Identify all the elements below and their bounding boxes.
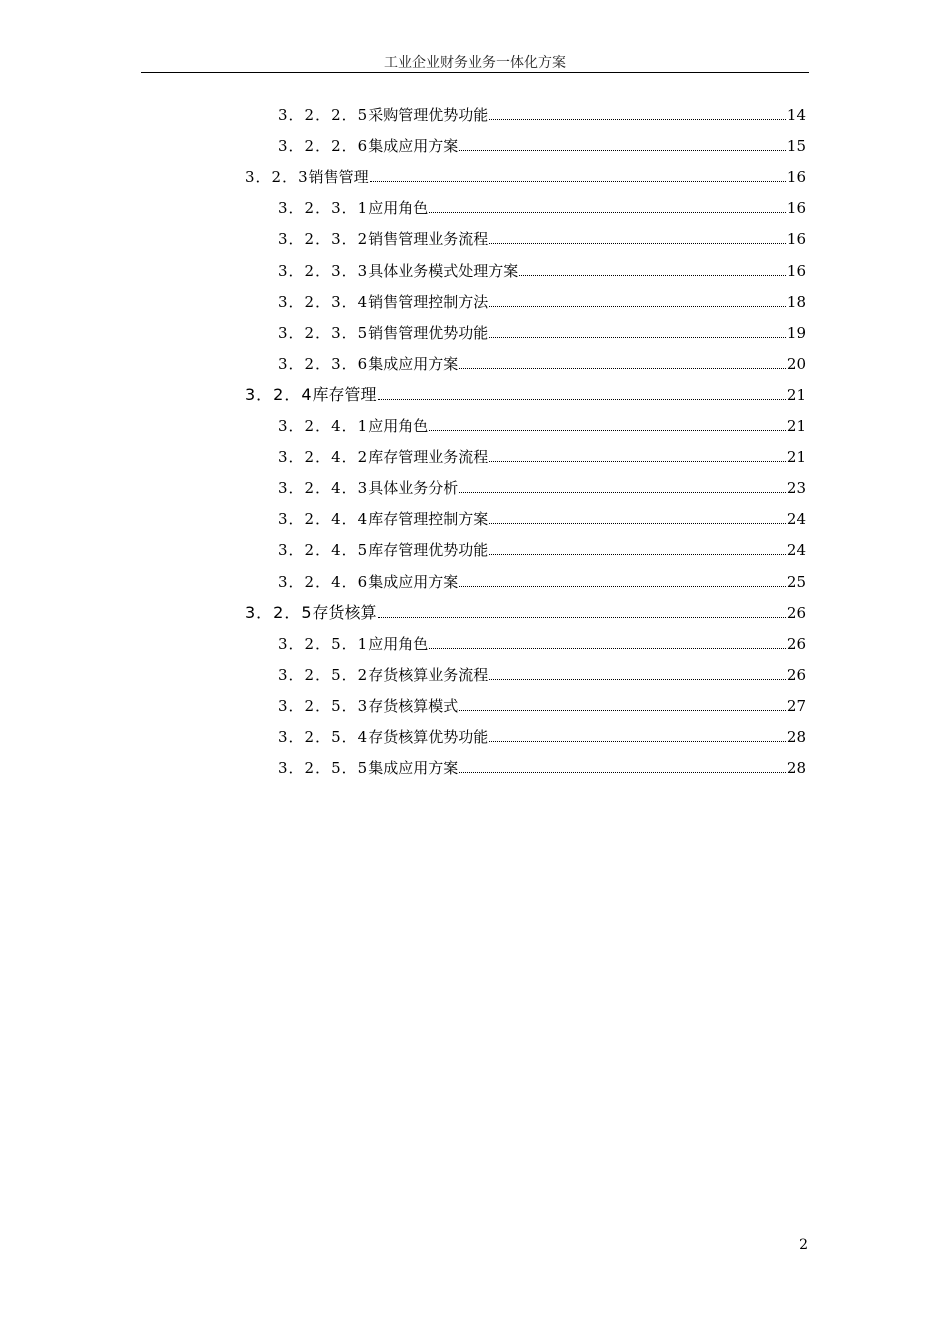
toc-entry[interactable] — [278, 412, 806, 436]
toc-entry-number: 3．2．3．2 — [278, 230, 369, 248]
toc-entry-page: 16 — [786, 168, 806, 186]
toc-entry-title: 采购管理优势功能 — [368, 106, 489, 124]
toc-entry-number: 3．2．5 — [245, 603, 313, 622]
running-header: 工业企业财务业务一体化方案 — [384, 55, 566, 71]
toc-dot-leader — [489, 337, 786, 338]
toc-dot-leader — [429, 430, 786, 431]
toc-entry-number: 3．2．4．2 — [278, 448, 369, 466]
toc-dot-leader — [489, 306, 786, 307]
toc-entry-title: 具体业务模式处理方案 — [368, 262, 519, 280]
toc-entry-title: 存货核算模式 — [368, 697, 459, 715]
toc-entry-number: 3．2．3．1 — [278, 199, 369, 217]
toc-entry-title: 存货核算业务流程 — [368, 666, 489, 684]
toc-entry[interactable] — [278, 132, 806, 156]
toc-dot-leader — [459, 492, 786, 493]
toc-entry[interactable] — [278, 692, 806, 716]
toc-entry-title: 库存管理 — [312, 385, 377, 404]
toc-entry[interactable] — [245, 599, 806, 623]
toc-entry-number: 3．2．5．5 — [278, 759, 369, 777]
toc-dot-leader — [429, 212, 786, 213]
toc-entry-title: 销售管理 — [308, 168, 369, 186]
toc-entry-number: 3．2．5．2 — [278, 666, 369, 684]
toc-entry-title: 应用角色 — [368, 417, 429, 435]
toc-dot-leader — [459, 150, 786, 151]
toc-entry-page: 21 — [786, 448, 806, 466]
toc-entry-page: 19 — [786, 324, 806, 342]
toc-entry[interactable] — [278, 568, 806, 592]
toc-entry-number: 3．2．3．6 — [278, 355, 369, 373]
toc-entry[interactable] — [245, 381, 806, 405]
toc-dot-leader — [429, 648, 786, 649]
toc-entry-page: 15 — [786, 137, 806, 155]
toc-entry-title: 存货核算优势功能 — [368, 728, 489, 746]
toc-entry-number: 3．2．4．6 — [278, 573, 369, 591]
toc-entry[interactable] — [278, 474, 806, 498]
toc-entry-title: 集成应用方案 — [368, 355, 459, 373]
toc-entry-title: 库存管理控制方案 — [368, 510, 489, 528]
toc-dot-leader — [378, 399, 786, 400]
toc-dot-leader — [489, 554, 786, 555]
toc-entry-number: 3．2．4．4 — [278, 510, 369, 528]
toc-entry-page: 25 — [786, 573, 806, 591]
toc-entry[interactable] — [278, 194, 806, 218]
toc-entry[interactable] — [245, 163, 806, 187]
toc-entry[interactable] — [278, 754, 806, 778]
toc-entry-number: 3．2．4．5 — [278, 541, 369, 559]
toc-dot-leader — [459, 586, 786, 587]
toc-entry-page: 14 — [786, 106, 806, 124]
toc-entry-page: 24 — [786, 510, 806, 528]
toc-entry-page: 26 — [786, 604, 806, 622]
toc-entry[interactable] — [278, 443, 806, 467]
toc-entry-title: 应用角色 — [368, 635, 429, 653]
toc-entry-number: 3．2．4．3 — [278, 479, 369, 497]
toc-entry-page: 23 — [786, 479, 806, 497]
toc-entry[interactable] — [278, 505, 806, 529]
toc-entry-page: 21 — [786, 386, 806, 404]
toc-entry-number: 3．2．4 — [245, 385, 313, 404]
toc-dot-leader — [370, 181, 786, 182]
toc-dot-leader — [489, 741, 786, 742]
toc-dot-leader — [489, 119, 786, 120]
toc-entry-number: 3．2．5．4 — [278, 728, 369, 746]
toc-entry-title: 库存管理优势功能 — [368, 541, 489, 559]
toc-entry-number: 3．2．3．5 — [278, 324, 369, 342]
toc-entry[interactable] — [278, 257, 806, 281]
toc-entry-page: 18 — [786, 293, 806, 311]
toc-entry-page: 28 — [786, 759, 806, 777]
toc-entry-number: 3．2．2．6 — [278, 137, 369, 155]
toc-entry-page: 21 — [786, 417, 806, 435]
toc-entry-number: 3．2．3．3 — [278, 262, 369, 280]
toc-entry-title: 存货核算 — [312, 603, 377, 622]
toc-entry[interactable] — [278, 723, 806, 747]
toc-entry-number: 3．2．3．4 — [278, 293, 369, 311]
toc-dot-leader — [489, 523, 786, 524]
toc-entry[interactable] — [278, 288, 806, 312]
toc-entry-page: 27 — [786, 697, 806, 715]
toc-entry[interactable] — [278, 319, 806, 343]
toc-entry-number: 3．2．2．5 — [278, 106, 369, 124]
toc-entry-title: 销售管理业务流程 — [368, 230, 489, 248]
toc-entry-page: 16 — [786, 230, 806, 248]
toc-entry-title: 应用角色 — [368, 199, 429, 217]
toc-dot-leader — [489, 461, 786, 462]
header-rule — [141, 72, 809, 73]
toc-dot-leader — [459, 710, 786, 711]
toc-entry-page: 28 — [786, 728, 806, 746]
toc-entry-page: 26 — [786, 635, 806, 653]
toc-entry-page: 16 — [786, 262, 806, 280]
toc-entry-title: 销售管理控制方法 — [368, 293, 489, 311]
toc-entry-title: 库存管理业务流程 — [368, 448, 489, 466]
toc-entry-number: 3．2．3 — [245, 168, 309, 186]
toc-dot-leader — [459, 772, 786, 773]
toc-dot-leader — [519, 275, 786, 276]
toc-entry-number: 3．2．5．3 — [278, 697, 369, 715]
toc-entry-title: 集成应用方案 — [368, 759, 459, 777]
toc-entry-number: 3．2．4．1 — [278, 417, 369, 435]
toc-entry[interactable] — [278, 536, 806, 560]
toc-entry-number: 3．2．5．1 — [278, 635, 369, 653]
toc-entry[interactable] — [278, 225, 806, 249]
toc-entry-page: 24 — [786, 541, 806, 559]
toc-dot-leader — [459, 368, 786, 369]
toc-entry-page: 16 — [786, 199, 806, 217]
toc-entry-title: 集成应用方案 — [368, 137, 459, 155]
toc-entry[interactable] — [278, 630, 806, 654]
toc-entry[interactable] — [278, 350, 806, 374]
toc-entry[interactable] — [278, 101, 806, 125]
page-number: 2 — [799, 1237, 808, 1253]
toc-entry-title: 具体业务分析 — [368, 479, 459, 497]
toc-dot-leader — [378, 617, 786, 618]
toc-entry-title: 销售管理优势功能 — [368, 324, 489, 342]
toc-entry-title: 集成应用方案 — [368, 573, 459, 591]
toc-entry[interactable] — [278, 661, 806, 685]
toc-dot-leader — [489, 243, 786, 244]
toc-entry-page: 26 — [786, 666, 806, 684]
toc-entry-page: 20 — [786, 355, 806, 373]
toc-dot-leader — [489, 679, 786, 680]
